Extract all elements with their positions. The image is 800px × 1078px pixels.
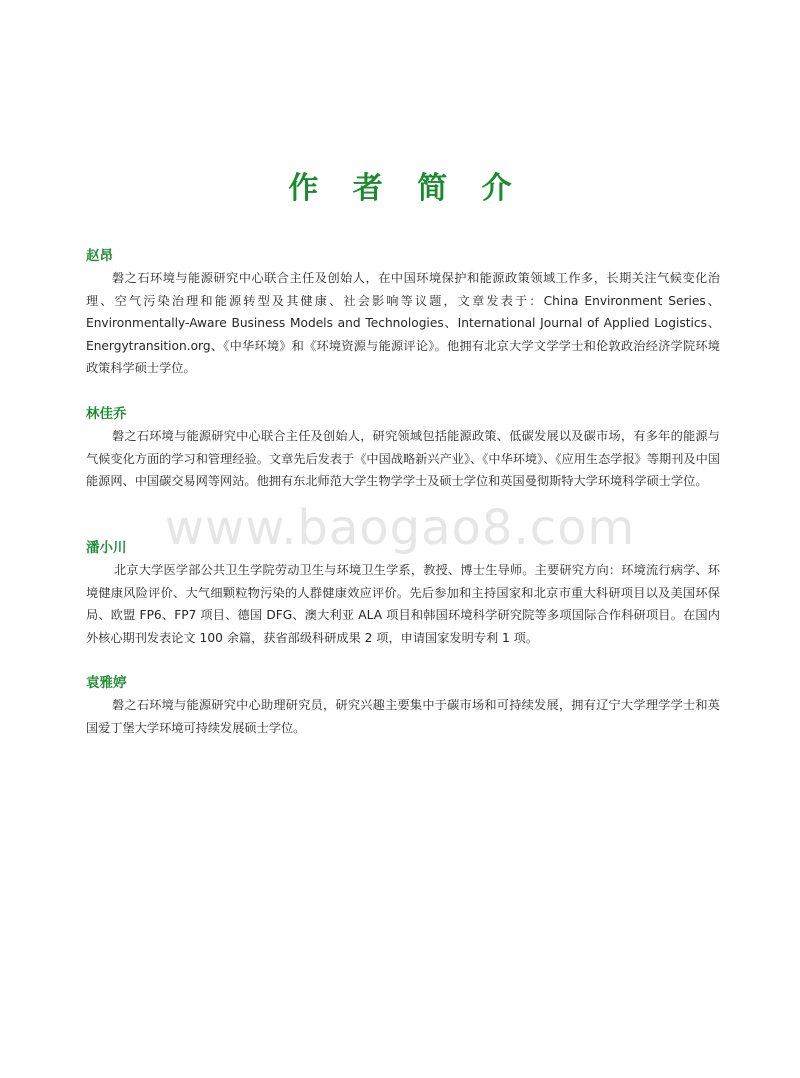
author-bio: 磐之石环境与能源研究中心联合主任及创始人，在中国环境保护和能源政策领域工作多，长期关注气候变化治理、空气污染治理和能源转型及其健康、社会影响等议题，文章发表于：China Environment Series、Environmentally-Aware Business Models and Technologies、International Journal of Applied Logistics、Energytransition.org、《中华环境》和《环境资源与能源评论》。他拥有北京大学文学学士和伦敦政治经济学院环境政策科学硕士学位。 (86, 271, 720, 375)
author-name: 袁雅婷 (86, 675, 127, 691)
author-section-yuan-yating (86, 674, 720, 739)
page-title: 作 者 简 介 (288, 171, 524, 206)
author-bio: 北京大学医学部公共卫生学院劳动卫生与环境卫生学系，教授、博士生导师。主要研究方向：环境流行病学、环境健康风险评价、大气细颗粒物污染的人群健康效应评价。先后参加和主持国家和北京市重大科研项目以及美国环保局、欧盟 FP6、FP7 项目、德国 DFG、澳大利亚 ALA 项目和韩国环境科学研究院等多项国际合作科研项目。在国内外核心期刊发表论文 100 余篇，获省部级科研成果 2 项，申请国家发明专利 1 项。 (86, 563, 720, 645)
author-name: 赵昂 (86, 248, 113, 264)
author-name: 潘小川 (86, 540, 127, 556)
author-section-lin-jiaqiao (86, 405, 720, 493)
author-section-zhao-ang (86, 247, 720, 380)
author-section-pan-xiaochuan (86, 539, 720, 649)
watermark: www.baogao8.com (164, 500, 636, 556)
author-bio: 磐之石环境与能源研究中心联合主任及创始人，研究领域包括能源政策、低碳发展以及碳市场，有多年的能源与气候变化方面的学习和管理经验。文章先后发表于《中国战略新兴产业》、《中华环境》、《应用生态学报》等期刊及中国能源网、中国碳交易网等网站。他拥有东北师范大学生物学学士及硕士学位和英国曼彻斯特大学环境科学硕士学位。 (86, 429, 720, 488)
author-bio: 磐之石环境与能源研究中心助理研究员，研究兴趣主要集中于碳市场和可持续发展，拥有辽宁大学理学学士和英国爱丁堡大学环境可持续发展硕士学位。 (86, 698, 720, 735)
author-name: 林佳乔 (86, 406, 127, 422)
